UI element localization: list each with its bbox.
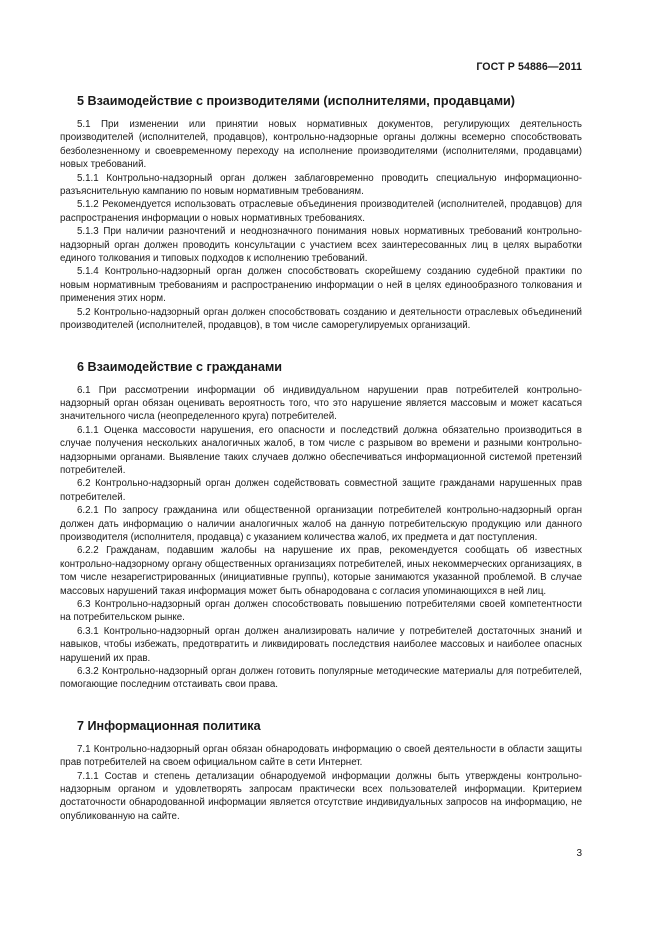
section-6 [60,359,582,692]
paragraph: 5.1.3 При наличии разночтений и неоднозначного понимания новых нормативных требований контрольно-надзорный орган должен проводить консультации с участием всех заинтересованных лиц в целях выработки единого толкования и типовых подходов к исполнению требований. [60,226,582,265]
page-number: 3 [576,848,582,859]
document-body [60,93,582,823]
paragraph: 7.1.1 Состав и степень детализации обнародуемой информации должны быть утверждены контрольно-надзорным органом и удовлетворять запросам практически всех пользователей информации. Критерием достаточности обнародованной информации является отсутствие индивидуальных запросов на информацию, не опубликованную на сайте. [60,770,582,822]
paragraph: 5.1.1 Контрольно-надзорный орган должен заблаговременно проводить специальную информационно-разъяснительную кампанию по новым нормативным требованиям. [60,172,582,198]
paragraph: 6.2.2 Гражданам, подавшим жалобы на нарушение их прав, рекомендуется сообщать об известных контрольно-надзорному органу общественных организациях потребителей, иных некоммерческих организациях, в том числе незарегистрированных (инициативные группы), которые занимаются указанной проблемой. В случае массовых нарушений такая информация может быть обнародована с согласия упоминающихся в ней лиц. [60,545,582,597]
paragraph: 6.1 При рассмотрении информации об индивидуальном нарушении прав потребителей контрольно-надзорный орган обязан оценивать вероятность того, что это нарушение является массовым и может касаться значительного числа (неопределенного круга) потребителей. [60,384,582,423]
paragraph: 6.3.1 Контрольно-надзорный орган должен анализировать наличие у потребителей достаточных знаний и навыков, чтобы избежать, предотвратить и ликвидировать последствия наиболее массовых и наиболее опасных нарушений их прав. [60,625,582,664]
paragraph: 6.2 Контрольно-надзорный орган должен содействовать совместной защите гражданами нарушенных прав потребителей. [60,478,582,503]
paragraph: 5.1.2 Рекомендуется использовать отраслевые объединения производителей (исполнителей, продавцов) для распространения информации о новых нормативных требованиях. [60,199,582,224]
paragraph: 6.2.1 По запросу гражданина или общественной организации потребителей контрольно-надзорный орган должен дать информацию о наличии аналогичных жалоб на данную потребительскую продукцию или данного производителя (исполнителя, продавца) с указанием количества жалоб, их предмета и дат поступления. [60,505,582,543]
paragraph: 5.1 При изменении или принятии новых нормативных документов, регулирующих деятельность производителей (исполнителей, продавцов), контрольно-надзорные органы должны всемерно способствовать безболезненному и своевременному переходу на исполнение производителями (исполнителями, продавцами) новых требований. [60,119,582,171]
paragraph: 5.1.4 Контрольно-надзорный орган должен способствовать скорейшему созданию судебной практики по новым нормативным требованиям и распространению информации о ней в целях единообразного толкования и применения этих норм. [60,266,582,305]
paragraph: 6.1.1 Оценка массовости нарушения, его опасности и последствий должна обязательно производиться в случае получения нескольких аналогичных жалоб, в том числе с разрывом во времени и разными контрольно-надзорными органами. Выявление таких случаев должно обеспечиваться информационной системой претензий потребителей. [60,424,582,476]
document-code: ГОСТ Р 54886—2011 [476,61,582,73]
paragraph: 7.1 Контрольно-надзорный орган обязан обнародовать информацию о своей деятельности в области защиты прав потребителей на своем официальном сайте в сети Интернет. [60,743,582,769]
section-title: 7 Информационная политика [77,718,261,733]
section-title: 6 Взаимодействие с гражданами [77,359,283,374]
section-5 [60,93,582,333]
paragraph: 5.2 Контрольно-надзорный орган должен способствовать созданию и деятельности отраслевых объединений производителей (исполнителей, продавцов), в том числе саморегулируемых организаций. [60,306,582,332]
paragraph: 6.3 Контрольно-надзорный орган должен способствовать повышению потребителями своей компетентности на потребительском рынке. [60,599,582,624]
paragraph: 6.3.2 Контрольно-надзорный орган должен готовить популярные методические материалы для потребителей, помогающие последним отстаивать свои права. [60,666,582,691]
section-title: 5 Взаимодействие с производителями (исполнителями, продавцами) [77,94,515,108]
section-7 [60,718,582,823]
